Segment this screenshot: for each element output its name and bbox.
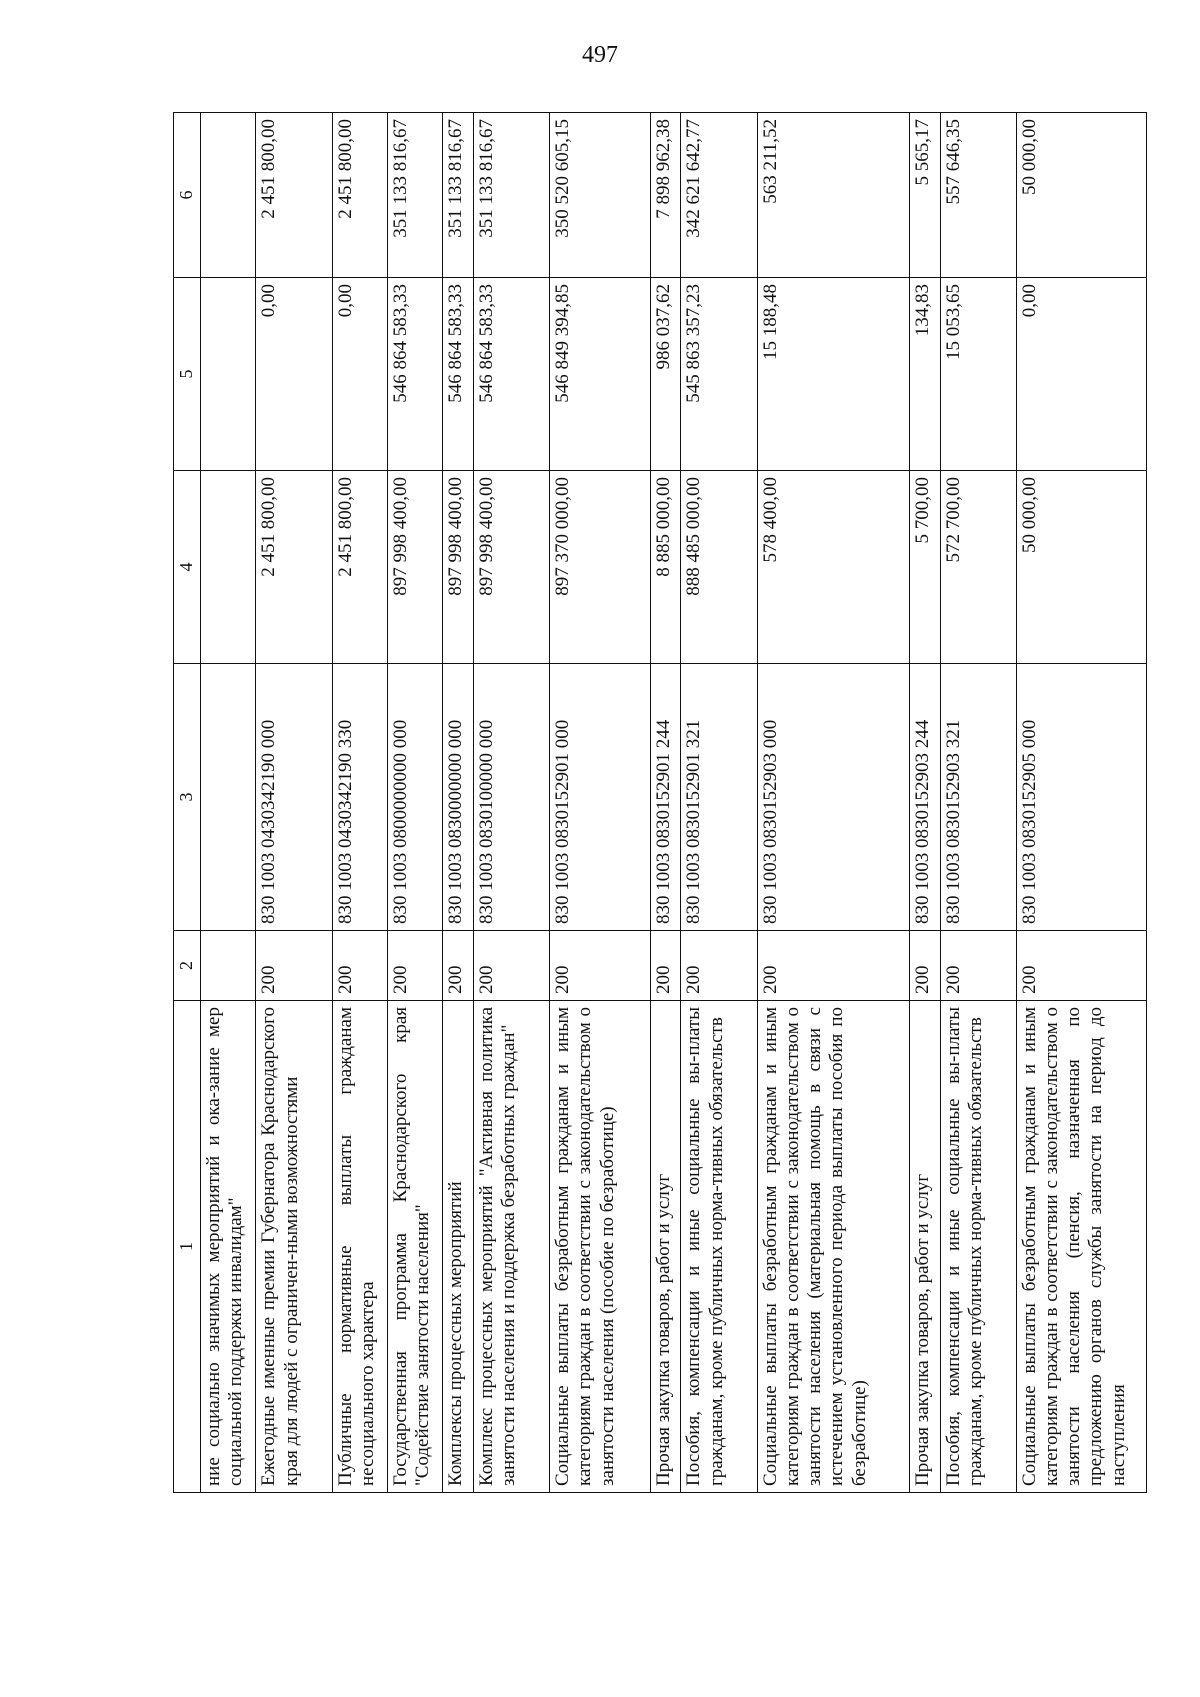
row-section-cell: 200 (681, 931, 757, 1001)
row-planned-amount-cell: 50 000,00 (1016, 471, 1146, 664)
row-planned-amount-cell: 2 451 800,00 (332, 471, 387, 664)
row-remaining-amount-cell: 351 133 816,67 (388, 113, 443, 278)
row-planned-amount-cell: 578 400,00 (757, 471, 909, 664)
row-code-cell: 830 1003 0830100000 000 (473, 664, 549, 931)
table-row (757, 113, 909, 1493)
table-row (388, 113, 443, 1493)
row-name-cell: Прочая закупка товаров, работ и услуг (650, 1001, 681, 1493)
row-section-cell: 200 (550, 931, 651, 1001)
row-code-cell: 830 1003 0800000000 000 (388, 664, 443, 931)
row-code-cell: 830 1003 0830152901 321 (681, 664, 757, 931)
row-code-cell: 830 1003 0830152903 321 (940, 664, 1016, 931)
row-remaining-amount-cell: 50 000,00 (1016, 113, 1146, 278)
row-remaining-amount-cell: 342 621 642,77 (681, 113, 757, 278)
row-executed-amount-cell: 0,00 (1016, 278, 1146, 471)
column-header: 1 (174, 1001, 201, 1493)
row-name-cell: Ежегодные именные премии Губернатора Краснодарского края для людей с ограничен-ными возможностями (256, 1001, 332, 1493)
table-row (443, 113, 474, 1493)
row-planned-amount-cell: 572 700,00 (940, 471, 1016, 664)
row-section-cell: 200 (256, 931, 332, 1001)
row-name-cell: Государственная программа Краснодарского края "Содействие занятости населения" (388, 1001, 443, 1493)
page-number: 497 (582, 42, 618, 68)
row-executed-amount-cell: 986 037,62 (650, 278, 681, 471)
row-code-cell: 830 1003 0830152901 000 (550, 664, 651, 931)
row-section-cell: 200 (388, 931, 443, 1001)
row-code-cell: 830 1003 0830152901 244 (650, 664, 681, 931)
table-row (650, 113, 681, 1493)
row-remaining-amount-cell: 7 898 962,38 (650, 113, 681, 278)
table-row (256, 113, 332, 1493)
table-row (201, 113, 256, 1493)
row-executed-amount-cell: 0,00 (256, 278, 332, 471)
row-name-cell: ние социально значимых мероприятий и ока-зание мер социальной поддержки инвалидам" (201, 1001, 256, 1493)
row-remaining-amount-cell: 351 133 816,67 (443, 113, 474, 278)
table-row (1016, 113, 1146, 1493)
row-remaining-amount-cell (201, 113, 256, 278)
row-executed-amount-cell: 546 864 583,33 (473, 278, 549, 471)
row-name-cell: Социальные выплаты безработным гражданам и иным категориям граждан в соответствии с законодательством о занятости населения (пособие по безработице) (550, 1001, 651, 1493)
row-name-cell: Публичные нормативные выплаты гражданам несоциального характера (332, 1001, 387, 1493)
row-remaining-amount-cell: 563 211,52 (757, 113, 909, 278)
row-planned-amount-cell: 897 998 400,00 (473, 471, 549, 664)
row-name-cell: Пособия, компенсации и иные социальные вы-платы гражданам, кроме публичных норма-тивных обязательств (940, 1001, 1016, 1493)
row-section-cell: 200 (443, 931, 474, 1001)
row-code-cell: 830 1003 0430342190 000 (256, 664, 332, 931)
row-section-cell: 200 (757, 931, 909, 1001)
header-row (174, 113, 201, 1493)
row-name-cell: Пособия, компенсации и иные социальные вы-платы гражданам, кроме публичных норма-тивных обязательств (681, 1001, 757, 1493)
row-code-cell: 830 1003 0830152905 000 (1016, 664, 1146, 931)
row-planned-amount-cell: 2 451 800,00 (256, 471, 332, 664)
row-planned-amount-cell: 888 485 000,00 (681, 471, 757, 664)
row-name-cell: Прочая закупка товаров, работ и услуг (910, 1001, 941, 1493)
row-executed-amount-cell: 546 864 583,33 (388, 278, 443, 471)
row-executed-amount-cell: 134,83 (910, 278, 941, 471)
row-name-cell: Социальные выплаты безработным гражданам и иным категориям граждан в соответствии с законодательством о занятости населения (пенсия, назначенная по предложению органов службы занятости на период до наступления (1016, 1001, 1146, 1493)
column-header: 2 (174, 931, 201, 1001)
row-section-cell: 200 (1016, 931, 1146, 1001)
row-code-cell (201, 664, 256, 931)
row-remaining-amount-cell: 350 520 605,15 (550, 113, 651, 278)
row-remaining-amount-cell: 351 133 816,67 (473, 113, 549, 278)
row-section-cell (201, 931, 256, 1001)
row-planned-amount-cell: 897 998 400,00 (443, 471, 474, 664)
row-remaining-amount-cell: 2 451 800,00 (332, 113, 387, 278)
row-name-cell: Комплекс процессных мероприятий "Активная политика занятости населения и поддержка безработных граждан" (473, 1001, 549, 1493)
row-executed-amount-cell: 15 053,65 (940, 278, 1016, 471)
row-planned-amount-cell: 897 370 000,00 (550, 471, 651, 664)
row-section-cell: 200 (473, 931, 549, 1001)
column-header: 4 (174, 471, 201, 664)
table-row (681, 113, 757, 1493)
row-planned-amount-cell: 897 998 400,00 (388, 471, 443, 664)
row-section-cell: 200 (332, 931, 387, 1001)
row-remaining-amount-cell: 557 646,35 (940, 113, 1016, 278)
table-row (473, 113, 549, 1493)
row-name-cell: Социальные выплаты безработным гражданам и иным категориям граждан в соответствии с законодательством о занятости населения (материальная помощь в связи с истечением установленного периода выплаты пособия по безработице) (757, 1001, 909, 1493)
table-row (940, 113, 1016, 1493)
row-remaining-amount-cell: 2 451 800,00 (256, 113, 332, 278)
column-header: 3 (174, 664, 201, 931)
row-planned-amount-cell: 5 700,00 (910, 471, 941, 664)
row-remaining-amount-cell: 5 565,17 (910, 113, 941, 278)
row-executed-amount-cell: 15 188,48 (757, 278, 909, 471)
row-executed-amount-cell: 0,00 (332, 278, 387, 471)
row-planned-amount-cell (201, 471, 256, 664)
row-code-cell: 830 1003 0830152903 000 (757, 664, 909, 931)
rotated-table-container (173, 113, 1147, 1493)
row-planned-amount-cell: 8 885 000,00 (650, 471, 681, 664)
row-executed-amount-cell: 546 864 583,33 (443, 278, 474, 471)
table-row (550, 113, 651, 1493)
column-header: 5 (174, 278, 201, 471)
row-name-cell: Комплексы процессных мероприятий (443, 1001, 474, 1493)
row-code-cell: 830 1003 0830000000 000 (443, 664, 474, 931)
row-code-cell: 830 1003 0830152903 244 (910, 664, 941, 931)
budget-table (173, 112, 1147, 1493)
row-executed-amount-cell: 545 863 357,23 (681, 278, 757, 471)
row-executed-amount-cell (201, 278, 256, 471)
table-row (910, 113, 941, 1493)
row-section-cell: 200 (940, 931, 1016, 1001)
row-code-cell: 830 1003 0430342190 330 (332, 664, 387, 931)
row-section-cell: 200 (650, 931, 681, 1001)
column-header: 6 (174, 113, 201, 278)
row-section-cell: 200 (910, 931, 941, 1001)
table-row (332, 113, 387, 1493)
row-executed-amount-cell: 546 849 394,85 (550, 278, 651, 471)
